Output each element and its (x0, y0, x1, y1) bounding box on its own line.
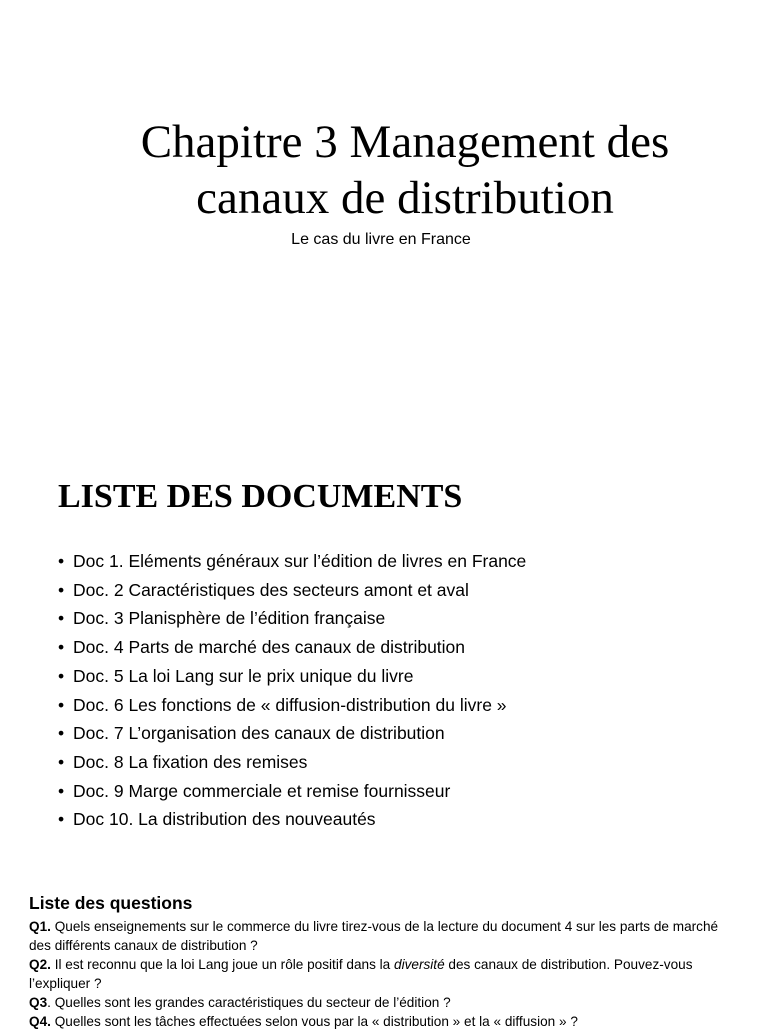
document-item (58, 604, 526, 633)
bullet-icon: • (58, 751, 65, 772)
document-item-label: Doc. 5 La loi Lang sur le prix unique du livre (73, 665, 414, 686)
question-3-text: . Quelles sont les grandes caractéristiques du secteur de l’édition ? (47, 995, 451, 1010)
document-item (58, 777, 526, 806)
bullet-icon: • (58, 665, 65, 686)
document-item-label: Doc. 8 La fixation des remises (73, 751, 308, 772)
question-3-label: Q3 (29, 995, 48, 1010)
document-item (58, 691, 526, 720)
documents-heading: LISTE DES DOCUMENTS (58, 478, 463, 515)
question-1-label: Q1. (29, 919, 51, 934)
bullet-icon: • (58, 694, 65, 715)
bullet-icon: • (58, 637, 65, 658)
documents-list (58, 547, 526, 834)
document-item-label: Doc. 9 Marge commerciale et remise fournisseur (73, 780, 451, 801)
document-item-label: Doc. 7 L’organisation des canaux de distribution (73, 723, 445, 744)
slide-title (60, 114, 750, 226)
question-2-label: Q2. (29, 957, 51, 972)
bullet-icon: • (58, 579, 65, 600)
question-2-text-before: Il est reconnu que la loi Lang joue un rôle positif dans la (50, 957, 395, 972)
questions-heading: Liste des questions (29, 893, 193, 913)
bullet-icon: • (58, 809, 65, 830)
slide-title-line-1: Chapitre 3 Management des (140, 116, 670, 168)
slide-subtitle: Le cas du livre en France (291, 231, 471, 248)
document-item-label: Doc. 3 Planisphère de l’édition française (73, 608, 386, 629)
document-item (58, 633, 526, 662)
question-1-text: Quels enseignements sur le commerce du livre tirez-vous de la lecture du document 4 sur les parts de marché des différents canaux de distribution ? (29, 919, 719, 953)
question-4-label: Q4. (29, 1014, 51, 1029)
question-2 (29, 955, 729, 993)
document-item (58, 748, 526, 777)
document-item-label: Doc. 6 Les fonctions de « diffusion-distribution du livre » (73, 694, 507, 715)
document-item-label: Doc. 2 Caractéristiques des secteurs amont et aval (73, 579, 469, 600)
slide-title-line-2: canaux de distribution (196, 172, 614, 224)
document-item (58, 547, 526, 576)
question-4 (29, 1012, 729, 1031)
document-item-label: Doc 10. La distribution des nouveautés (73, 809, 376, 830)
bullet-icon: • (58, 780, 65, 801)
bullet-icon: • (58, 551, 65, 571)
document-item (58, 805, 526, 834)
document-item-label: Doc. 4 Parts de marché des canaux de distribution (73, 637, 466, 658)
question-1 (29, 917, 729, 955)
document-item-label: Doc 1. Eléments généraux sur l’édition de livres en France (73, 551, 527, 571)
document-item (58, 662, 526, 691)
question-3 (29, 993, 729, 1012)
document-item (58, 576, 526, 605)
bullet-icon: • (58, 723, 65, 744)
question-2-emphasis: diversité (394, 957, 445, 972)
questions-section (29, 890, 729, 1031)
document-item (58, 719, 526, 748)
bullet-icon: • (58, 608, 65, 629)
question-4-text: Quelles sont les tâches effectuées selon vous par la « distribution » et la « diffusion » ? (50, 1014, 578, 1029)
question-2-text-after: des canaux de distribution. Pouvez-vous l’expliquer ? (29, 957, 693, 991)
